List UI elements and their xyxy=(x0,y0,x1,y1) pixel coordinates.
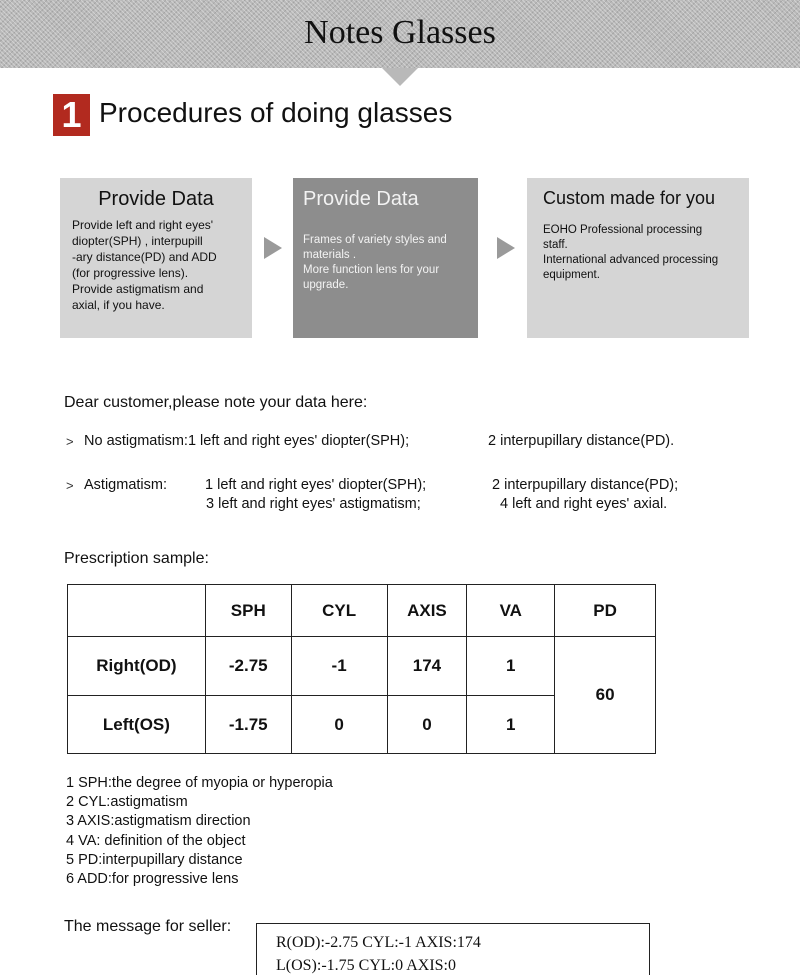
legend-item: 5 PD:interpupillary distance xyxy=(66,851,243,868)
prescription-table xyxy=(67,584,656,754)
step-line: materials . xyxy=(303,249,357,261)
legend-list xyxy=(66,774,333,889)
cell-cyl: 0 xyxy=(291,696,387,754)
arrow-right-icon xyxy=(497,237,515,259)
table-corner-cell xyxy=(68,585,206,637)
astigmatism-item-2: 2 interpupillary distance(PD); xyxy=(492,477,679,493)
legend-item: 6 ADD:for progressive lens xyxy=(66,871,239,888)
header-axis: AXIS xyxy=(387,585,467,637)
step-title: Provide Data xyxy=(98,188,214,210)
seller-message-line-1: R(OD):-2.75 CYL:-1 AXIS:174 xyxy=(276,934,481,951)
row-label: Right(OD) xyxy=(68,637,206,696)
cell-va: 1 xyxy=(467,696,555,754)
astigmatism-item-1: 1 left and right eyes' diopter(SPH); xyxy=(205,477,427,493)
step-body xyxy=(293,211,478,293)
step-line: staff. xyxy=(543,239,568,251)
step-body xyxy=(60,211,252,313)
astigmatism-item-3: 3 left and right eyes' astigmatism; xyxy=(206,496,421,512)
chevron-right-icon: > xyxy=(66,434,74,449)
legend-item: 3 AXIS:astigmatism direction xyxy=(66,813,251,830)
step-line: axial, if you have. xyxy=(72,298,165,312)
step-box-2 xyxy=(293,178,478,338)
chevron-right-icon: > xyxy=(66,478,74,493)
cell-sph: -2.75 xyxy=(205,637,291,696)
customer-heading: Dear customer,please note your data here: xyxy=(64,394,368,411)
step-line: upgrade. xyxy=(303,279,349,291)
legend-item: 1 SPH:the degree of myopia or hyperopia xyxy=(66,775,333,791)
header-va: VA xyxy=(467,585,555,637)
header-pd: PD xyxy=(555,585,656,637)
astigmatism-item-4: 4 left and right eyes' axial. xyxy=(500,496,668,512)
seller-message-box[interactable] xyxy=(256,923,650,975)
legend-item: 4 VA: definition of the object xyxy=(66,832,246,849)
header-cyl: CYL xyxy=(291,585,387,637)
seller-message-label: The message for seller: xyxy=(64,918,232,935)
cell-cyl: -1 xyxy=(291,637,387,696)
step-title: Provide Data xyxy=(303,188,419,210)
cell-pd: 60 xyxy=(555,637,656,754)
cell-sph: -1.75 xyxy=(205,696,291,754)
step-box-1 xyxy=(60,178,252,338)
step-line: International advanced processing xyxy=(543,254,719,266)
prescription-heading: Prescription sample: xyxy=(64,550,209,567)
table-row xyxy=(68,637,656,696)
cell-va: 1 xyxy=(467,637,555,696)
step-line: EOHO Professional processing xyxy=(543,224,703,236)
section-title: Procedures of doing glasses xyxy=(99,97,453,128)
row-label: Left(OS) xyxy=(68,696,206,754)
step-line: Provide left and right eyes' xyxy=(72,218,214,232)
step-line: (for progressive lens). xyxy=(72,266,189,280)
cell-axis: 174 xyxy=(387,637,467,696)
astigmatism-label: Astigmatism: xyxy=(84,477,167,493)
banner-title: Notes Glasses xyxy=(304,14,496,51)
arrow-right-icon xyxy=(264,237,282,259)
cell-axis: 0 xyxy=(387,696,467,754)
header-sph: SPH xyxy=(205,585,291,637)
step-body xyxy=(527,209,749,283)
step-line: equipment. xyxy=(543,269,600,281)
seller-message-line-2: L(OS):-1.75 CYL:0 AXIS:0 xyxy=(276,957,456,974)
no-astigmatism-label: No astigmatism:1 left and right eyes' diopter(SPH); xyxy=(84,433,410,449)
no-astigmatism-item-2: 2 interpupillary distance(PD). xyxy=(488,433,675,449)
step-line: Provide astigmatism and xyxy=(72,282,204,296)
banner-notch xyxy=(382,68,418,86)
section-number-badge: 1 xyxy=(53,94,90,136)
legend-item: 2 CYL:astigmatism xyxy=(66,794,188,811)
table-header-row xyxy=(68,585,656,637)
step-title: Custom made for you xyxy=(543,188,716,208)
step-box-3 xyxy=(527,178,749,338)
step-line: More function lens for your xyxy=(303,264,440,276)
step-line: diopter(SPH) , interpupill xyxy=(72,234,203,248)
step-line: -ary distance(PD) and ADD xyxy=(72,250,217,264)
step-line: Frames of variety styles and xyxy=(303,234,447,246)
